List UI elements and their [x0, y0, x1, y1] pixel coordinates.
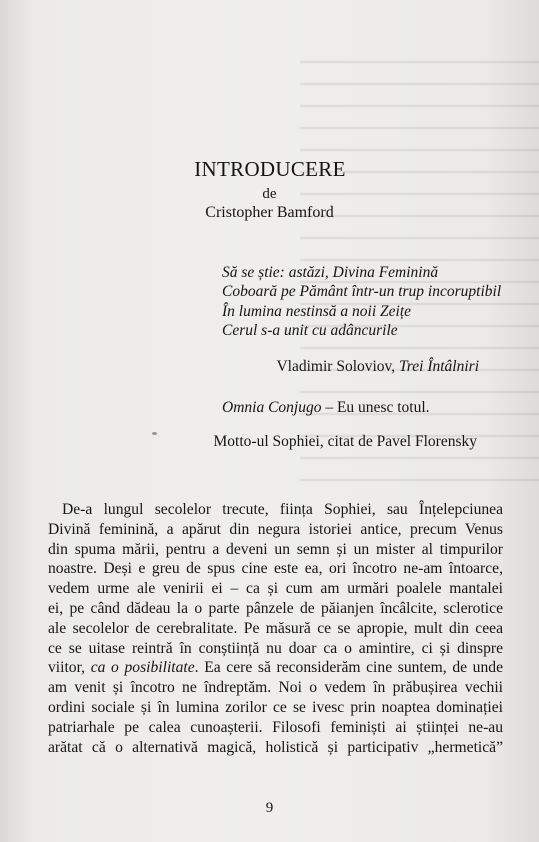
paragraph-line: ce se uitase reintră în conștiință nu doar ca o amintire, ci și dinspre: [48, 639, 503, 657]
paragraph-line-mixed: viitor, ca o posibilitate. Ea cere să reconsiderăm cine suntem, de unde: [48, 659, 503, 677]
paragraph-line: arătat că o alternativă magică, holistică și participativ „hermetică”: [48, 738, 503, 756]
paragraph-line: din spuma mării, pentru a deveni un semn și un mister al timpurilor: [48, 540, 503, 558]
epigraph-line: Coboară pe Pământ într-un trup incoruptibil: [222, 283, 502, 301]
motto-line: [222, 399, 430, 417]
paragraph-line: vedem urme ale venirii ei – ca și cum am urmări poalele mantalei: [48, 580, 503, 598]
print-speck: [152, 432, 157, 435]
motto-translation: – Eu unesc totul.: [321, 399, 430, 416]
attribution-author: Vladimir Soloviov,: [276, 358, 400, 375]
epigraph-line: În lumina nestinsă a noii Zeițe: [222, 302, 412, 320]
intro-paragraph: [48, 500, 503, 757]
motto-latin: Omnia Conjugo: [222, 399, 322, 416]
emphasis: ca o posibilitate: [90, 659, 195, 677]
epigraph-attribution: [276, 358, 479, 376]
motto-source: Motto-ul Sophiei, citat de Pavel Florensky: [213, 433, 477, 450]
paragraph-line: De-a lungul secolelor trecute, ființa Sophiei, sau Înțelepciunea: [62, 501, 503, 518]
chapter-title: INTRODUCERE: [194, 157, 346, 181]
paragraph-line: Divină feminină, a apărut din negura istoriei antice, precum Venus: [48, 520, 503, 538]
page-number: 9: [265, 800, 274, 816]
paragraph-line: am venit și încotro ne îndreptăm. Noi o vedem în prăbușirea vechii: [48, 679, 503, 697]
paragraph-line: patriarhale pe calea cunoașterii. Filosofi feminiști ai științei ne-au: [48, 718, 503, 736]
paragraph-line: ale secolelor de cerebralitate. Pe măsură ce se apropie, mult din ceea: [48, 619, 503, 637]
author-name: Cristopher Bamford: [205, 204, 334, 221]
byline-de: de: [262, 186, 277, 202]
epigraph-poem: [222, 263, 501, 340]
paragraph-line: noastre. Deși e greu de spus cine este ea, ori încotro ne-am întoarce,: [48, 560, 503, 578]
attribution-work: Trei Întâlniri: [399, 358, 479, 375]
epigraph-line: Cerul s-a unit cu adâncurile: [222, 321, 398, 339]
epigraph-line: Să se știe: astăzi, Divina Feminină: [222, 264, 439, 281]
paragraph-line: ordini sociale și în lumina zorilor ce se ivesc prin noaptea dominației: [48, 698, 503, 716]
paragraph-line: ei, pe când dădeau la o parte pânzele de păianjen încâlcite, sclerotice: [48, 599, 503, 617]
